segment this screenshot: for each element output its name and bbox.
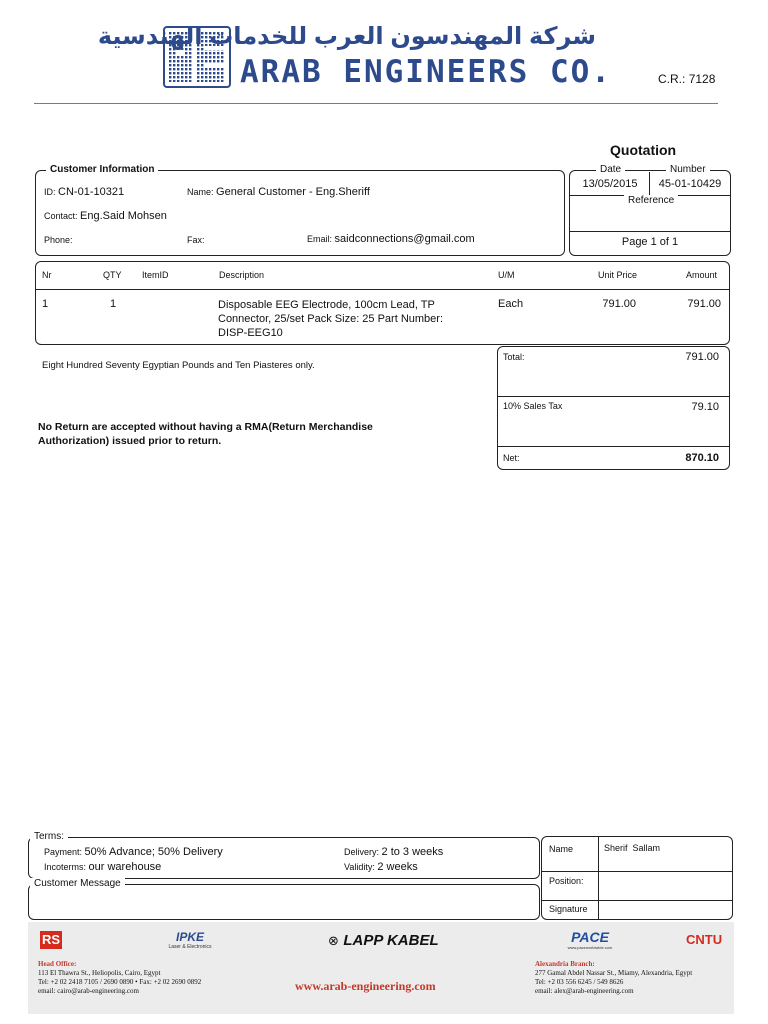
customer-id-value: CN-01-10321 xyxy=(58,186,125,198)
document-title: Quotation xyxy=(610,142,677,158)
net-label: Net: xyxy=(503,453,520,463)
total-value: 791.00 xyxy=(685,351,719,363)
delivery-term: Delivery: 2 to 3 weeks xyxy=(344,846,444,858)
delivery-value: 2 to 3 weeks xyxy=(381,846,444,858)
cr-number xyxy=(658,72,715,86)
col-header-nr: Nr xyxy=(42,270,52,280)
pace-logo: PACE www.paceworldwide.com xyxy=(567,929,613,950)
validity-value: 2 weeks xyxy=(377,861,418,873)
col-header-unit-price: Unit Price xyxy=(597,270,637,280)
validity-term: Validity: 2 weeks xyxy=(344,861,418,873)
net-value: 870.10 xyxy=(685,452,719,464)
amount-in-words: Eight Hundred Seventy Egyptian Pounds and Ten Piasteres only. xyxy=(42,360,315,371)
col-header-itemid: ItemID xyxy=(142,270,169,280)
signoff-signature-label: Signature xyxy=(549,904,588,914)
customer-phone: Phone: xyxy=(44,235,73,245)
incoterms-value: our warehouse xyxy=(88,861,162,873)
lapp-icon: ⊗ xyxy=(328,933,339,948)
header-rule xyxy=(34,103,718,104)
head-office-info: Head Office: 113 El Thawra St., Heliopolis, Cairo, Egypt Tel: +2 02 2418 7105 / 2690 0890 • Fax: +2 02 2690 0892 email: cairo@arab-engineering.com xyxy=(38,960,202,995)
customer-contact-value: Eng.Said Mohsen xyxy=(80,210,167,222)
customer-id: ID: CN-01-10321 xyxy=(44,186,125,198)
ipke-logo: IPKE Laser & Electronics xyxy=(168,930,212,950)
row-qty: 1 xyxy=(110,298,117,310)
row-amount: 791.00 xyxy=(687,298,721,310)
signoff-name-label: Name xyxy=(549,844,574,854)
customer-email-value: saidconnections@gmail.com xyxy=(334,233,475,245)
customer-fax: Fax: xyxy=(187,235,205,245)
date-legend: Date xyxy=(596,164,625,175)
total-label: Total: xyxy=(503,352,525,362)
payment-term: Payment: 50% Advance; 50% Delivery xyxy=(44,846,223,858)
lapp-kabel-logo: ⊗ LAPP KABEL xyxy=(328,932,439,949)
col-header-qty: QTY xyxy=(103,270,122,280)
row-description: Disposable EEG Electrode, 100cm Lead, TP Connector, 25/set Pack Size: 25 Part Number: DISP-EEG10 xyxy=(218,299,444,339)
rs-logo: RS xyxy=(41,932,61,947)
customer-message-box xyxy=(28,884,540,920)
tax-value: 79.10 xyxy=(691,401,719,413)
return-policy-note: No Return are accepted without having a RMA(Return Merchandise Authorization) issued prior to return. xyxy=(38,421,373,447)
col-header-um: U/M xyxy=(498,270,515,280)
page-indicator: Page 1 of 1 xyxy=(621,236,679,248)
customer-email: Email: saidconnections@gmail.com xyxy=(307,233,475,245)
signoff-position-label: Position: xyxy=(549,876,584,886)
arabic-company-name: شركة المهندسون العرب للخدمات الهندسية xyxy=(97,23,596,50)
customer-contact: Contact: Eng.Said Mohsen xyxy=(44,210,167,222)
tax-label: 10% Sales Tax xyxy=(503,401,563,411)
row-nr: 1 xyxy=(42,298,49,310)
incoterms-term: Incoterms: our warehouse xyxy=(44,861,162,873)
customer-name-value: General Customer - Eng.Sheriff xyxy=(216,186,370,198)
row-um: Each xyxy=(498,298,524,310)
customer-info-legend: Customer Information xyxy=(46,164,158,175)
cntu-logo: CNTU xyxy=(686,932,723,947)
number-value: 45-01-10429 xyxy=(658,178,722,190)
row-unit-price: 791.00 xyxy=(602,298,636,310)
customer-name: Name: General Customer - Eng.Sheriff xyxy=(187,186,370,198)
customer-message-legend: Customer Message xyxy=(30,878,125,889)
col-header-amount: Amount xyxy=(685,270,717,280)
date-value: 13/05/2015 xyxy=(582,178,638,190)
number-legend: Number xyxy=(666,164,710,175)
cr-label: C.R.: xyxy=(658,72,686,86)
terms-legend: Terms: xyxy=(30,831,68,842)
col-header-description: Description xyxy=(219,270,265,280)
signoff-name-value: Sherif Sallam xyxy=(604,843,661,853)
payment-value: 50% Advance; 50% Delivery xyxy=(84,846,223,858)
branch-office-info: Alexandria Branch: 277 Gamal Abdel Nassar St., Miamy, Alexandria, Egypt Tel: +2 03 556 6245 / 549 8626 email: alex@arab-engineering.com xyxy=(535,960,693,995)
company-name: ARAB ENGINEERS CO. xyxy=(240,54,612,90)
reference-legend: Reference xyxy=(624,195,678,206)
website-link[interactable]: www.arab-engineering.com xyxy=(295,979,436,993)
cr-value: 7128 xyxy=(688,72,716,86)
